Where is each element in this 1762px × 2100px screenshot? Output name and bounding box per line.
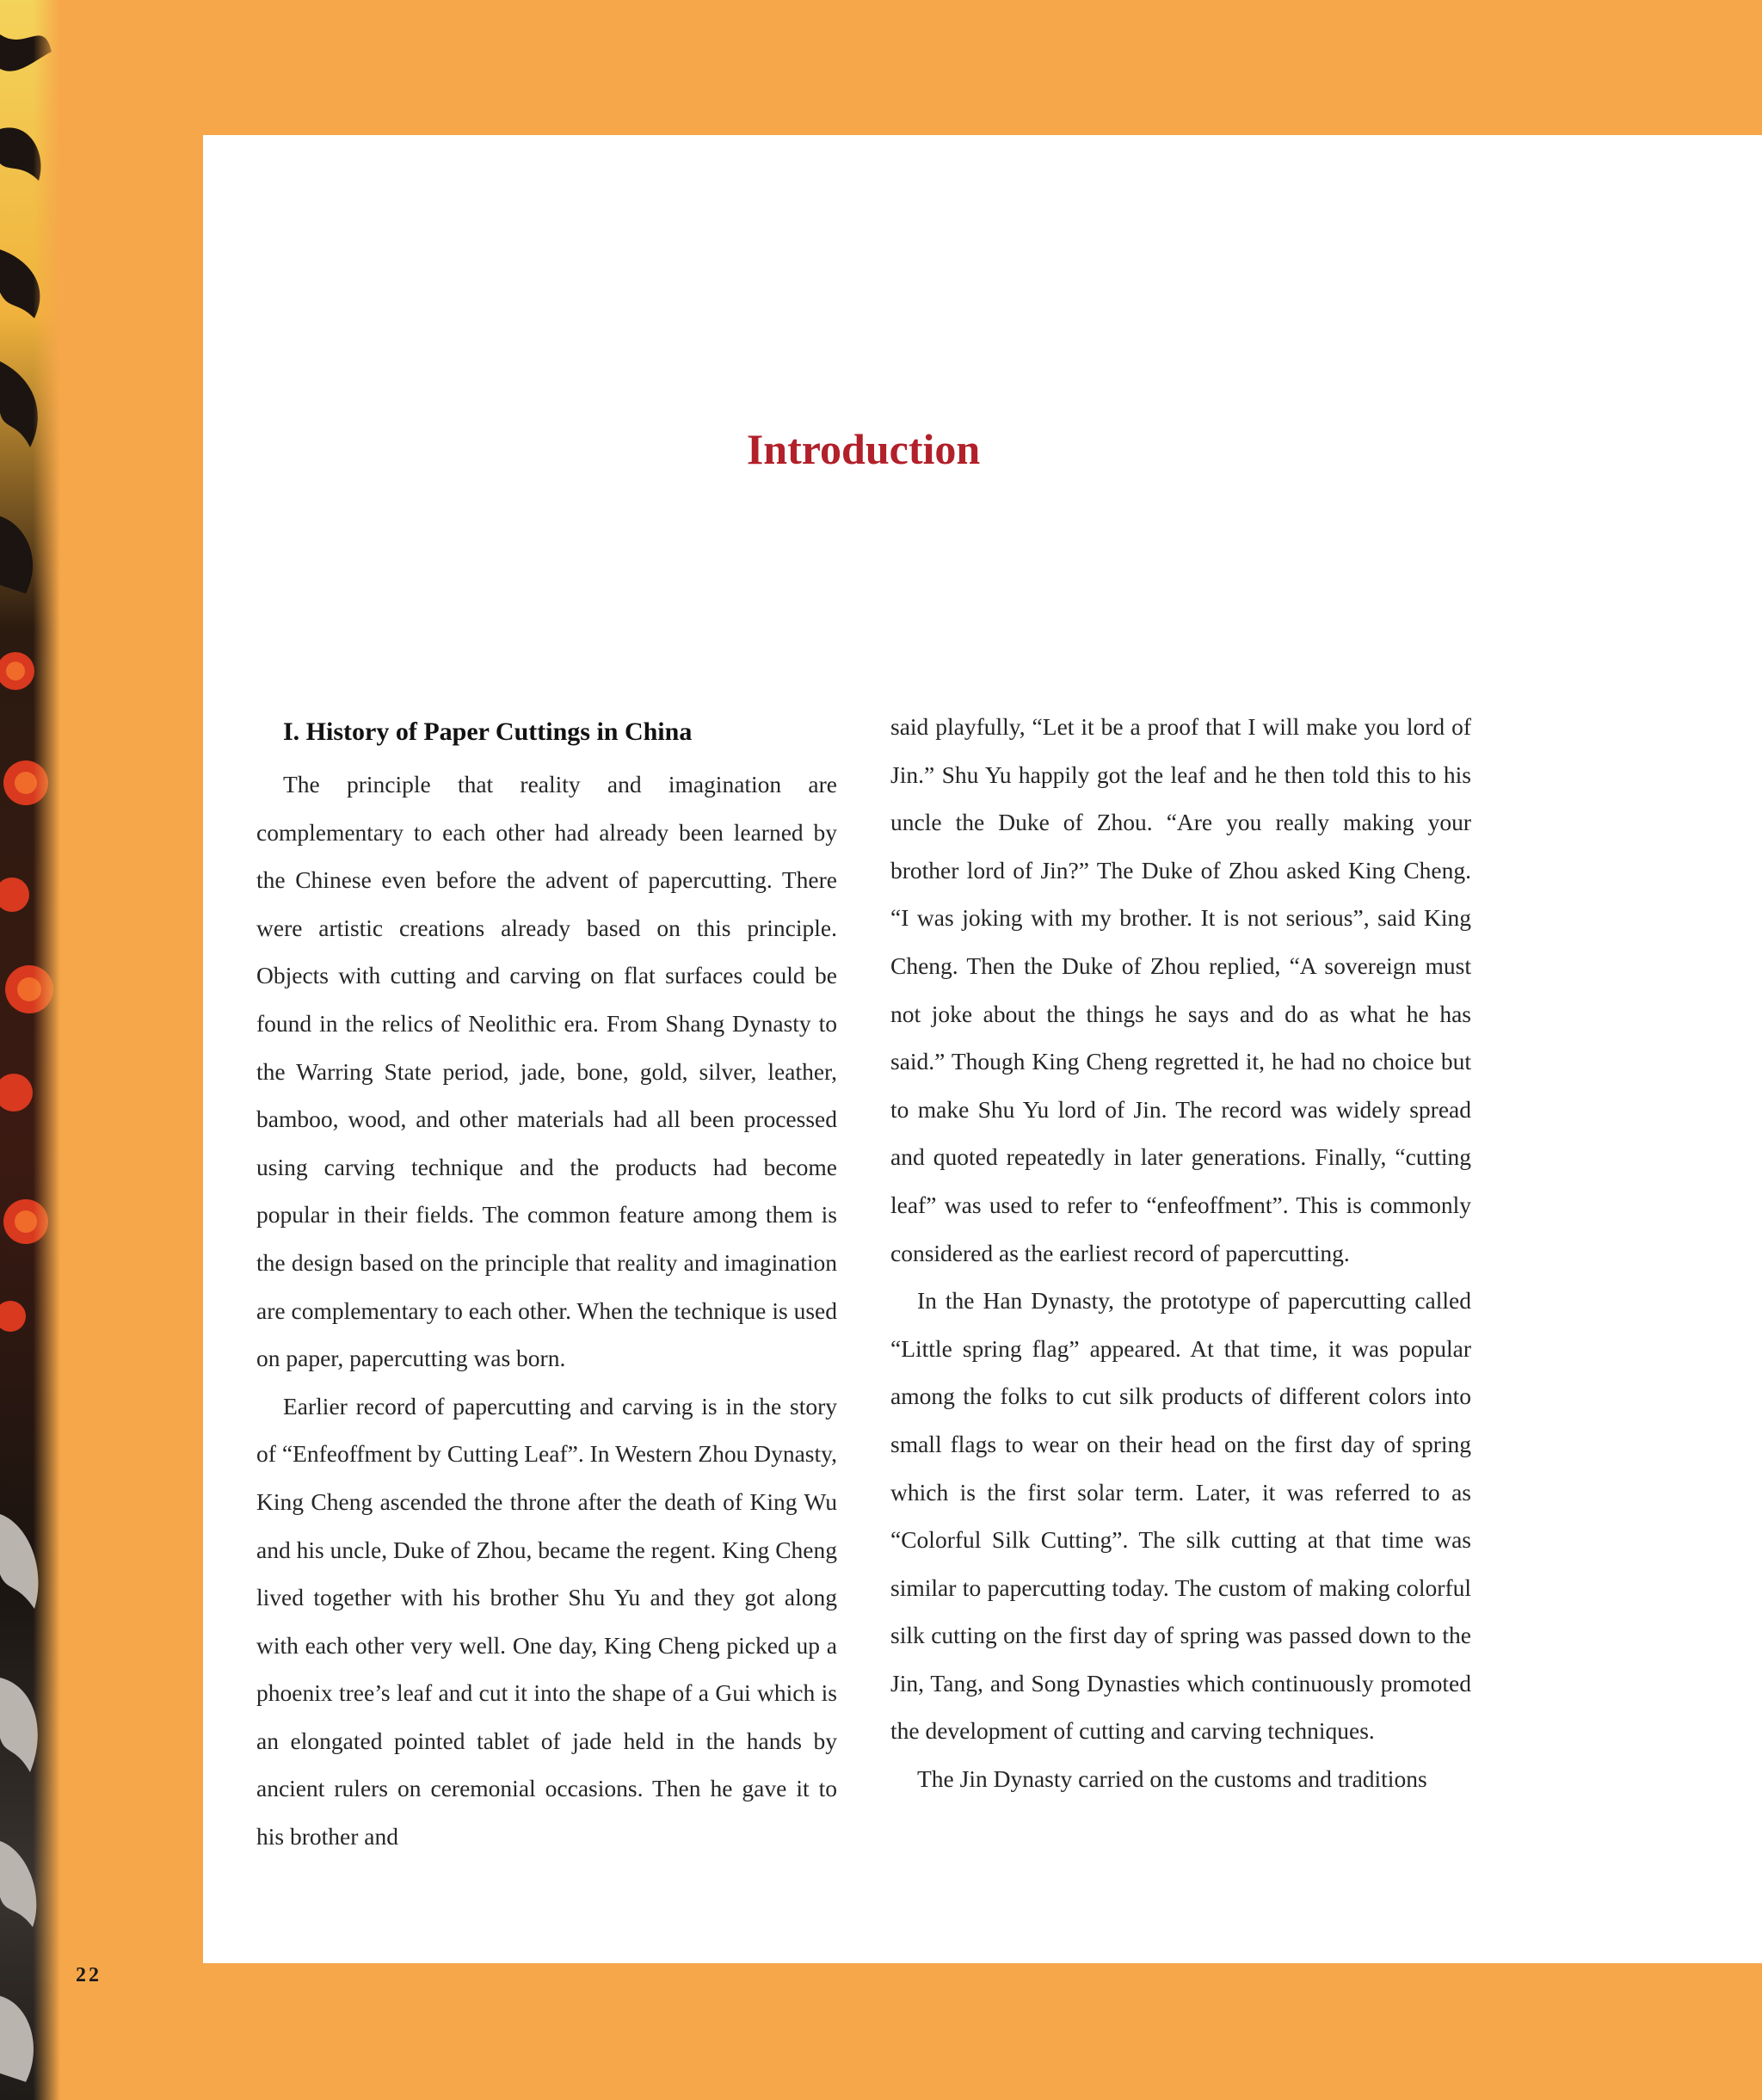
page-title: Introduction [746, 425, 981, 473]
body-paragraph: The principle that reality and imagination are complementary to each other had already been learned by the Chinese even before the advent of papercutting. There were artistic creations already based on this principle. Objects with cutting and carving on flat surfaces could be found in the relics of Neolithic era. From Shang Dynasty to the Warring State period, jade, bone, gold, silver, leather, bamboo, wood, and other materials had all been processed using carving technique and the products had become popular in their fields. The common feature among them is the design based on the principle that reality and imagination are complementary to each other. When the technique is used on paper, papercutting was born. [256, 771, 837, 1372]
papercut-border-art [0, 0, 60, 2100]
body-paragraph: The Jin Dynasty carried on the customs and traditions [917, 1765, 1427, 1793]
section-heading: I. History of Paper Cuttings in China [283, 717, 693, 746]
page-content-panel [203, 135, 1762, 1963]
body-paragraph: In the Han Dynasty, the prototype of papercutting called “Little spring flag” appeared. At that time, it was popular among the folks to cut silk products of different colors into small flags to wear on their head on the first day of spring which is the first solar term. Later, it was referred to as “Colorful Silk Cutting”. The silk cutting at that time was similar to papercutting today. The custom of making colorful silk cutting on the first day of spring was passed down to the Jin, Tang, and Song Dynasties which continuously promoted the development of cutting and carving techniques. [890, 1287, 1471, 1745]
text-column-left [256, 703, 837, 1861]
page-number: 22 [76, 1964, 102, 1986]
body-paragraph: Earlier record of papercutting and carving is in the story of “Enfeoffment by Cutting Leaf”. In Western Zhou Dynasty, King Cheng ascended the throne after the death of King Wu and his uncle, Duke of Zhou, became the regent. King Cheng lived together with his brother Shu Yu and they got along with each other very well. One day, King Cheng picked up a phoenix tree’s leaf and cut it into the shape of a Gui which is an elongated pointed tablet of jade held in the hands by ancient rulers on ceremonial occasions. Then he gave it to his brother and [256, 1392, 837, 1851]
text-column-right [890, 703, 1471, 1803]
body-paragraph: said playfully, “Let it be a proof that I will make you lord of Jin.” Shu Yu happily got the leaf and he then told this to his uncle the Duke of Zhou. “Are you really making your brother lord of Jin?” The Duke of Zhou asked King Cheng. “I was joking with my brother. It is not serious”, said King Cheng. Then the Duke of Zhou replied, “A sovereign must not joke about the things he says and do as what he has said.” Though King Cheng regretted it, he had no choice but to make Shu Yu lord of Jin. The record was widely spread and quoted repeatedly in later generations. Finally, “cutting leaf” was used to refer to “enfeoffment”. This is commonly considered as the earliest record of papercutting. [890, 713, 1471, 1266]
